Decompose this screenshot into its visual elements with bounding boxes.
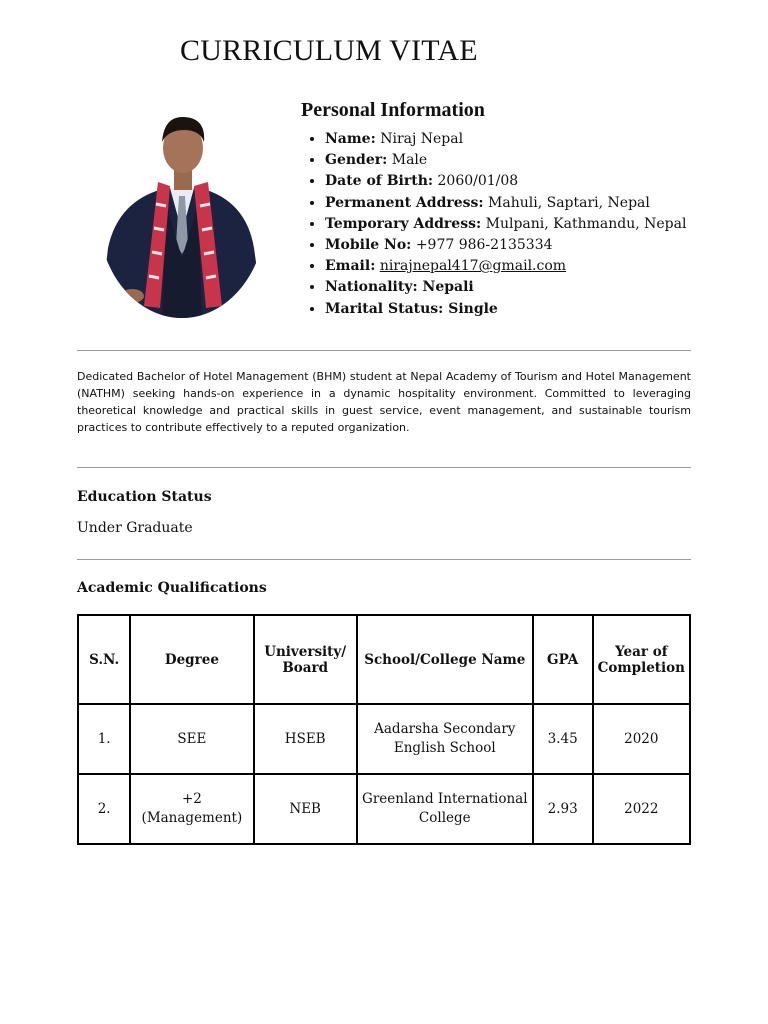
personal-info-heading: Personal Information [301,99,485,121]
table-cell: 2.93 [533,774,593,844]
table-cell: HSEB [254,704,357,774]
profile-photo [96,108,268,320]
career-summary: Dedicated Bachelor of Hotel Management (BHM) student at Nepal Academy of Tourism and Hotel Management (NATHM) seeking hands-on experience in a dynamic hospitality environment. Committed to leveraging theoretical knowledge and practical skills in guest service, event management, and sustainable tourism practices to contribute effectively to a reputed organization. [77,370,691,434]
divider [77,350,691,351]
table-cell: 1. [78,704,130,774]
info-nationality: • Nationality: Nepali [325,277,686,298]
table-header-row [78,615,690,704]
email-link[interactable]: nirajnepal417@gmail.com [379,258,567,275]
table-row [78,774,690,844]
info-email: • Email: nirajnepal417@gmail.com [325,256,686,277]
table-cell: Greenland International College [357,774,533,844]
education-status-heading: Education Status [77,489,212,505]
divider [77,467,691,468]
table-row [78,704,690,774]
info-temporary-address: • Temporary Address: Mulpani, Kathmandu, Nepal [325,214,686,235]
table-cell: NEB [254,774,357,844]
education-status-value: Under Graduate [77,520,193,536]
column-header: Year of Completion [593,615,690,704]
table-cell: 2022 [593,774,690,844]
table-cell: Aadarsha Secondary English School [357,704,533,774]
info-gender: • Gender: Male [325,150,686,171]
table-cell: 2020 [593,704,690,774]
column-header: Degree [130,615,253,704]
table-cell: 3.45 [533,704,593,774]
column-header: School/College Name [357,615,533,704]
info-dob: • Date of Birth: 2060/01/08 [325,171,686,192]
table-cell: +2 (Management) [130,774,253,844]
academic-qualifications-table [77,614,691,845]
info-marital-status: • Marital Status: Single [325,299,686,320]
column-header: S.N. [78,615,130,704]
info-name: • Name: Niraj Nepal [325,129,686,150]
document-title: CURRICULUM VITAE [180,34,478,67]
info-mobile: • Mobile No: +977 986-2135334 [325,235,686,256]
table-cell: SEE [130,704,253,774]
column-header: GPA [533,615,593,704]
divider [77,559,691,560]
personal-info-list [308,129,686,320]
column-header: University/ Board [254,615,357,704]
table-cell: 2. [78,774,130,844]
academic-qualifications-heading: Academic Qualifications [77,580,267,596]
info-permanent-address: • Permanent Address: Mahuli, Saptari, Nepal [325,193,686,214]
